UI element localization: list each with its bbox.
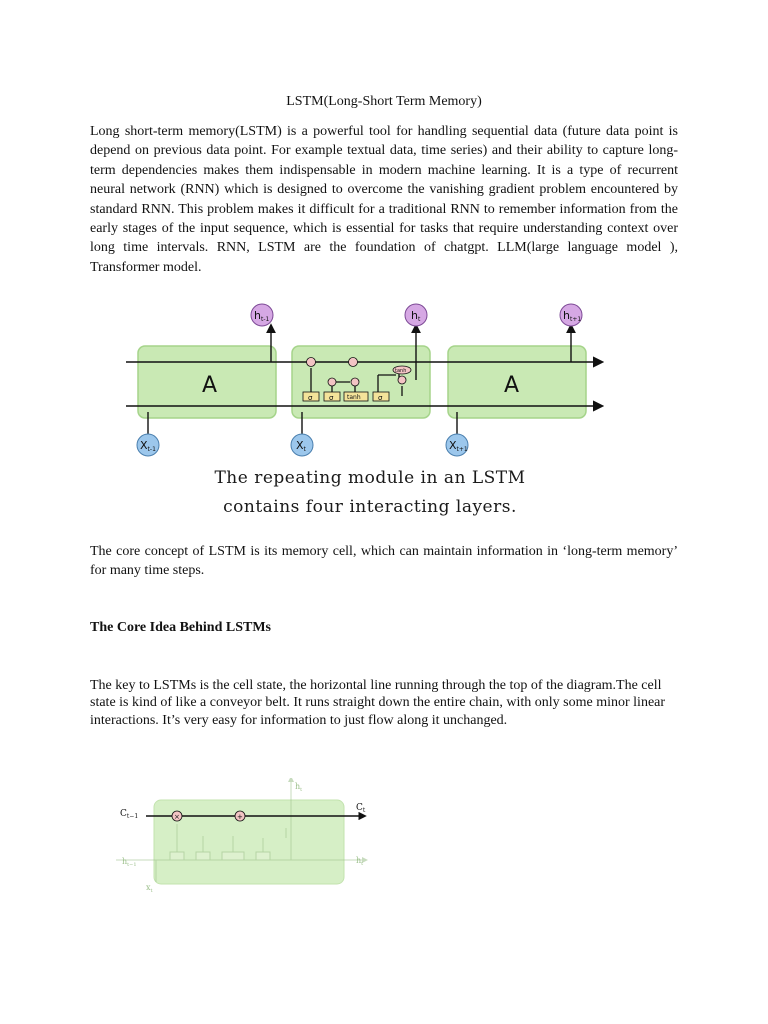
fig2-x-in-label: $x_t$ [146,883,153,894]
lstm-chain-diagram [126,300,616,468]
fig2-c-prev-label: $C_{t-1}$ [120,809,139,820]
h-next-label: ht+1 [563,309,582,323]
h-prev-label: ht-1 [254,309,270,323]
x-next-label: Xt+1 [449,439,468,453]
svg-text:+: + [237,813,243,821]
document-title: LSTM(Long-Short Term Memory) [286,94,482,109]
figure-caption-line-2: contains four interacting layers. [223,497,517,517]
memory-cell-paragraph: The core concept of LSTM is its memory cell, which can maintain information in ‘long-term memory’ for many time steps. [90,544,678,579]
cell-state-paragraph: The key to LSTMs is the cell state, the horizontal line running through the top of the diagram.The cell state is kind of like a conveyor belt. It runs straight down the entire chain, with only some minor linear interactions. It’s very easy for information to just flow along it unchanged. [90,678,666,728]
multiply-op-1 [307,358,316,367]
forget-gate-label: σ [308,394,313,402]
x-curr-label: Xt [296,439,306,453]
intro-paragraph: Long short-term memory(LSTM) is a powerful tool for handling sequential data (future data point is depend on previous data point. For example textual data, time series) and their ability to capture long-term dependencies makes them indispensable in modern machine learning. It is a type of recurrent neural network (RNN) which is designed to overcome the vanishing gradient problem encountered by standard RNN. This problem makes it difficult for a traditional RNN to remember information from the early stages of the input sequence, which is essential for tasks that require understanding context over long time intervals. RNN, LSTM are the foundation of chatgpt. LLM(large language model ), Transformer model. [90,124,678,275]
fig2-h-top-label: $h_t$ [295,782,303,793]
figure-caption-line-1: The repeating module in an LSTM [214,468,526,488]
x-prev-label: Xt-1 [140,439,156,453]
faded-cell-box [154,800,344,884]
lstm-cell-middle [292,346,430,418]
tanh-op-label: tanh [395,368,407,374]
add-op [349,358,358,367]
cell-label-left: A [202,373,218,398]
output-gate-label: σ [378,394,383,402]
cell-label-right: A [504,373,520,398]
input-gate-label: σ [329,394,334,402]
cell-state-diagram [116,778,376,896]
svg-text:×: × [174,813,180,821]
multiply-op-3 [351,378,359,386]
candidate-gate-label: tanh [347,394,361,401]
h-curr-label: ht [411,309,421,323]
section-heading: The Core Idea Behind LSTMs [90,620,271,635]
multiply-op-2 [328,378,336,386]
fig2-h-out-label: $h_t$ [356,856,364,867]
fig2-c-curr-label: $C_t$ [356,803,366,814]
multiply-op-4 [398,376,406,384]
fig2-h-prev-label: $h_{t-1}$ [122,857,137,868]
